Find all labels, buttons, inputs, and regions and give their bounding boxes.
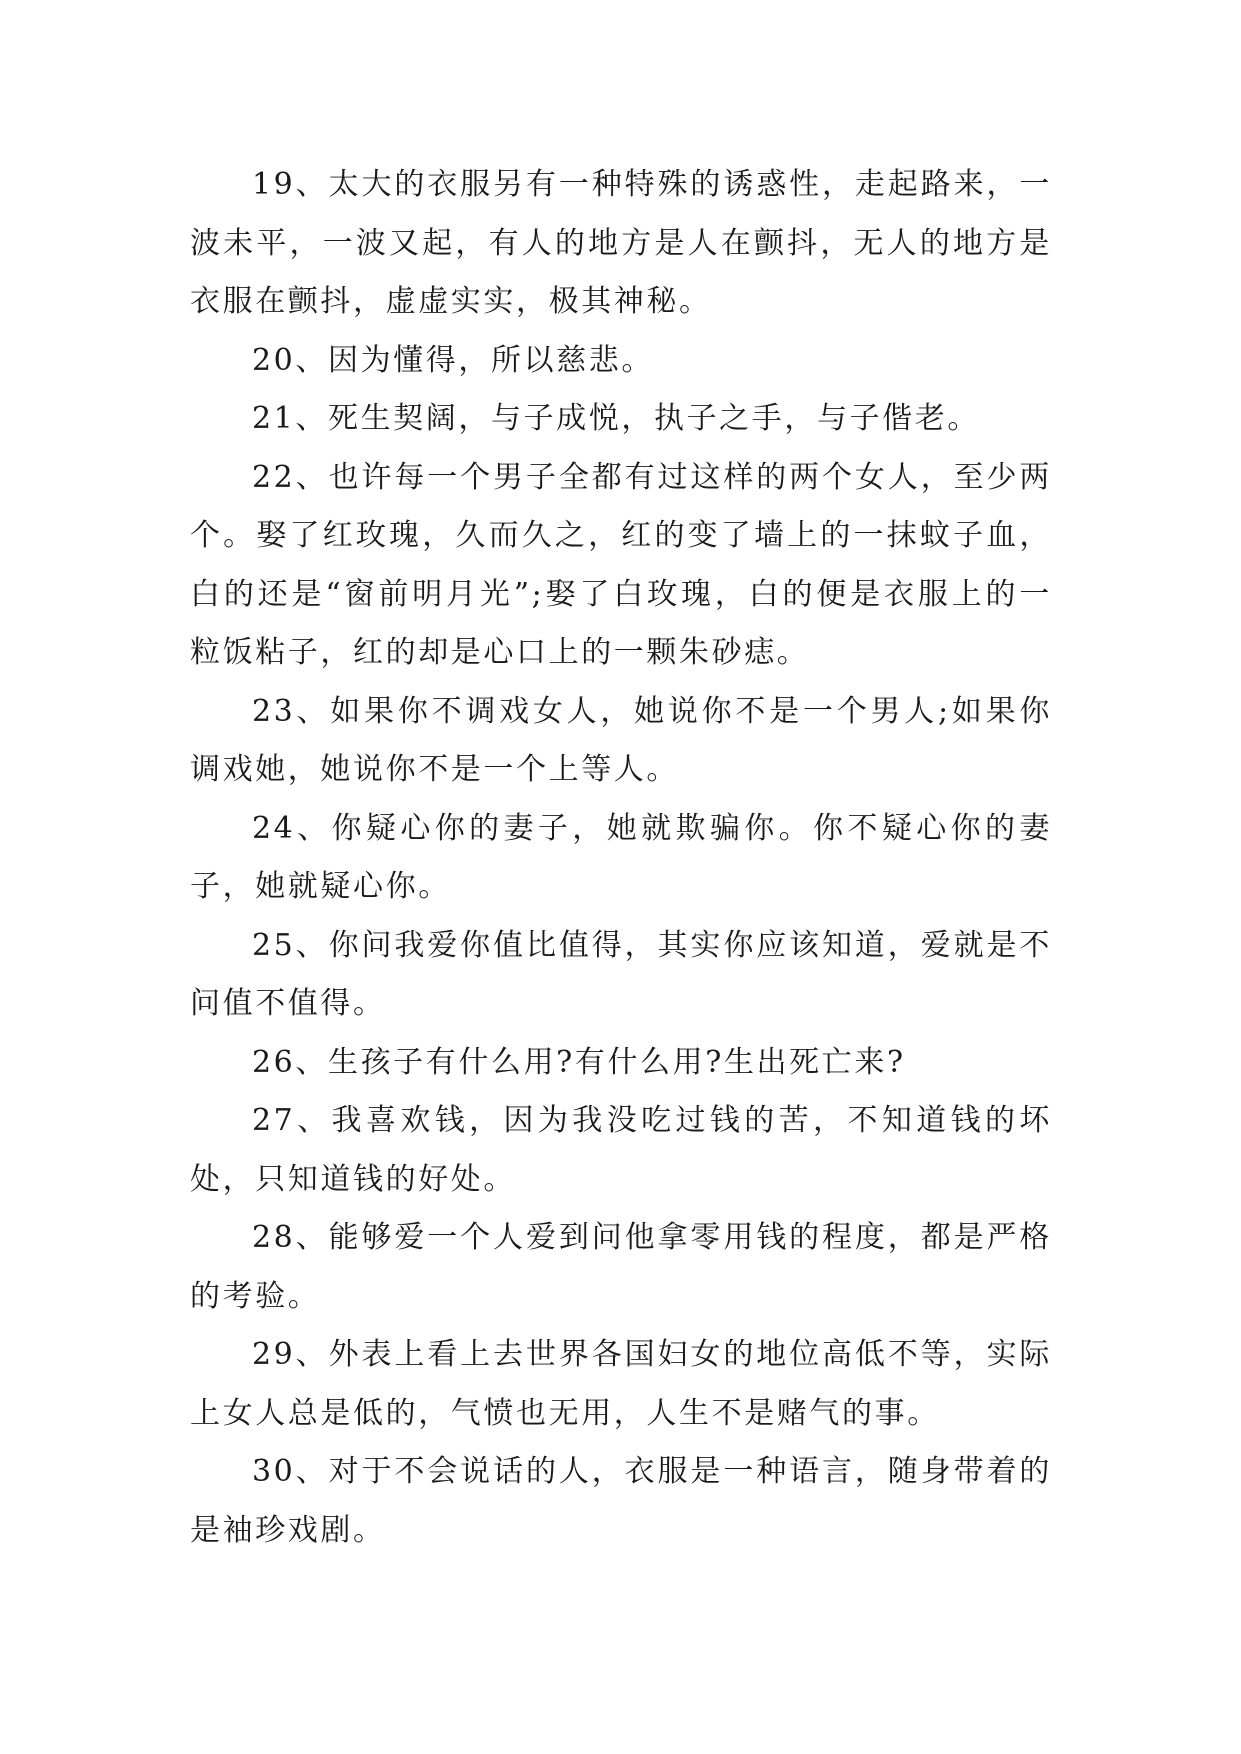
quote-paragraph-24: 24、你疑心你的妻子，她就欺骗你。你不疑心你的妻子，她就疑心你。 [190, 810, 1052, 904]
quote-paragraph-25: 25、你问我爱你值比值得，其实你应该知道，爱就是不问值不值得。 [190, 927, 1052, 1021]
quote-paragraph-19: 19、太大的衣服另有一种特殊的诱惑性，走起路来，一波未平，一波又起，有人的地方是人在颤抖，无人的地方是衣服在颤抖，虚虚实实，极其神秘。 [190, 167, 1052, 319]
quote-paragraph-23: 23、如果你不调戏女人，她说你不是一个男人;如果你调戏她，她说你不是一个上等人。 [190, 693, 1052, 787]
quote-paragraph-29: 29、外表上看上去世界各国妇女的地位高低不等，实际上女人总是低的，气愤也无用，人生不是赌气的事。 [190, 1337, 1052, 1431]
document-body [190, 156, 1052, 1560]
quote-paragraph-30: 30、对于不会说话的人，衣服是一种语言，随身带着的是袖珍戏剧。 [190, 1454, 1052, 1548]
quote-paragraph-27: 27、我喜欢钱，因为我没吃过钱的苦，不知道钱的坏处，只知道钱的好处。 [190, 1103, 1052, 1197]
quote-paragraph-28: 28、能够爱一个人爱到问他拿零用钱的程度，都是严格的考验。 [190, 1220, 1052, 1314]
quote-paragraph-26: 26、生孩子有什么用?有什么用?生出死亡来? [252, 1044, 906, 1080]
quote-paragraph-20: 20、因为懂得，所以慈悲。 [252, 342, 654, 378]
quote-paragraph-21: 21、死生契阔，与子成悦，执子之手，与子偕老。 [252, 401, 980, 436]
quote-paragraph-22: 22、也许每一个男子全都有过这样的两个女人，至少两个。娶了红玫瑰，久而久之，红的变了墙上的一抹蚊子血，白的还是“窗前明月光”;娶了白玫瑰，白的便是衣服上的一粒饭粘子，红的却是心口上的一颗朱砂痣。 [190, 459, 1052, 670]
